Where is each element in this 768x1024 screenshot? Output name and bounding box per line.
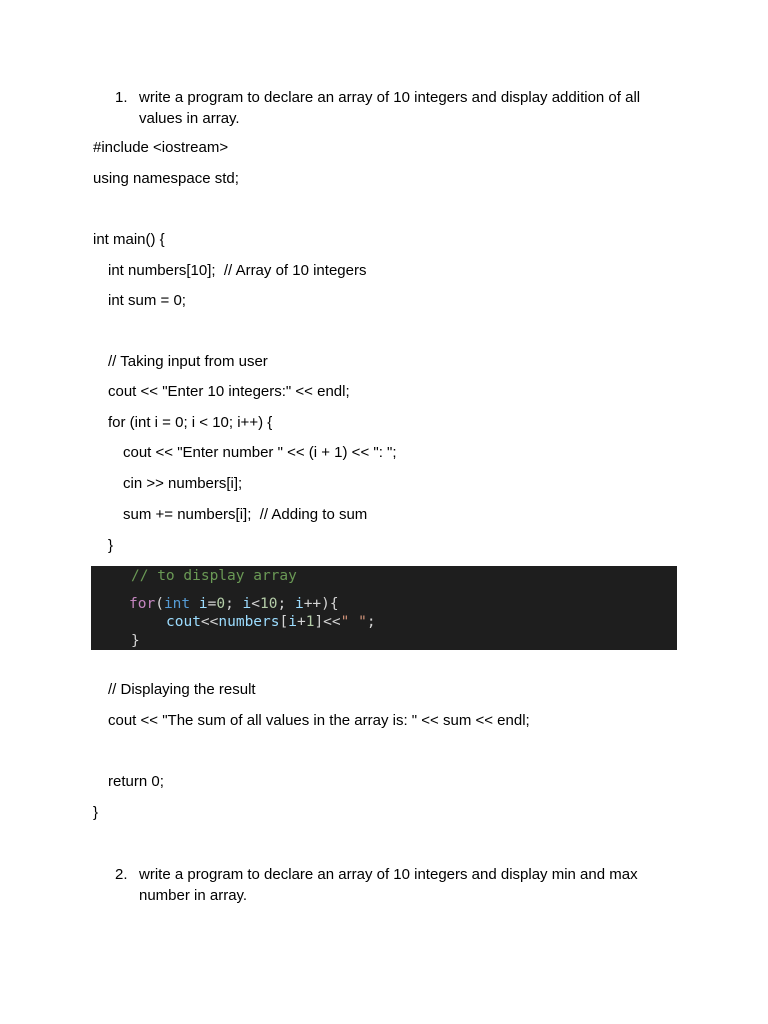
code-line-for-close: }	[108, 537, 114, 554]
snippet-punct: <	[251, 596, 261, 612]
code-line-result-comment: // Displaying the result	[108, 681, 256, 698]
question-text: write a program to declare an array of 10 integers and display addition of all values in array.	[139, 89, 641, 127]
snippet-punct: ++	[303, 596, 322, 612]
snippet-punct: ;	[277, 596, 287, 612]
code-line-array-decl: int numbers[10]; // Array of 10 integers	[108, 262, 367, 279]
snippet-var-cout: cout	[166, 614, 201, 630]
question-1	[115, 87, 675, 129]
code-line-sum-decl: int sum = 0;	[108, 292, 186, 309]
snippet-var-i: i	[288, 614, 297, 630]
code-line-namespace: using namespace std;	[93, 170, 239, 187]
snippet-var-numbers: numbers	[218, 614, 280, 630]
snippet-string: " "	[340, 614, 367, 630]
snippet-punct: [	[279, 614, 289, 630]
snippet-var-i: i	[198, 596, 208, 612]
code-line-for-loop: for (int i = 0; i < 10; i++) {	[108, 414, 273, 431]
snippet-space	[190, 596, 199, 612]
snippet-punct: ]	[314, 614, 324, 630]
question-number: 2.	[115, 866, 128, 883]
code-line-cin: cin >> numbers[i];	[123, 475, 243, 492]
snippet-var-i: i	[242, 596, 252, 612]
code-line-cout-number: cout << "Enter number " << (i + 1) << ": ";	[123, 444, 397, 461]
code-line-cout-sum: cout << "The sum of all values in the array is: " << sum << endl;	[108, 712, 530, 729]
snippet-for-keyword: for	[129, 596, 156, 612]
snippet-punct: ;	[225, 596, 234, 612]
question-number: 1.	[115, 89, 128, 106]
snippet-space	[286, 596, 295, 612]
snippet-space	[234, 596, 243, 612]
code-line-include: #include <iostream>	[93, 139, 229, 156]
snippet-for-line	[129, 595, 339, 613]
snippet-number: 1	[305, 614, 315, 630]
snippet-close-line	[131, 632, 140, 650]
snippet-var-i: i	[294, 596, 304, 612]
code-line-return: return 0;	[108, 773, 164, 790]
snippet-int-keyword: int	[163, 596, 191, 612]
snippet-cout-line	[166, 613, 376, 631]
snippet-comment-line	[131, 567, 297, 585]
snippet-punct: =	[207, 596, 217, 612]
code-line-input-comment: // Taking input from user	[108, 353, 268, 370]
snippet-close-brace: }	[131, 633, 140, 649]
code-line-main-close: }	[93, 804, 99, 821]
snippet-punct: ){	[321, 596, 339, 612]
question-2	[115, 864, 675, 906]
snippet-comment: // to display array	[131, 568, 297, 584]
question-text: write a program to declare an array of 10 integers and display min and max number in array.	[139, 866, 638, 904]
snippet-number: 0	[216, 596, 226, 612]
snippet-punct: <<	[323, 614, 341, 630]
code-line-main: int main() {	[93, 231, 165, 248]
snippet-punct: ;	[366, 614, 376, 630]
code-snippet-block	[91, 566, 677, 650]
code-line-sum-add: sum += numbers[i]; // Adding to sum	[123, 506, 368, 523]
snippet-number: 10	[260, 596, 278, 612]
snippet-punct: +	[296, 614, 306, 630]
code-line-cout-prompt: cout << "Enter 10 integers:" << endl;	[108, 383, 350, 400]
snippet-punct: (	[155, 596, 164, 612]
snippet-punct: <<	[200, 614, 219, 630]
